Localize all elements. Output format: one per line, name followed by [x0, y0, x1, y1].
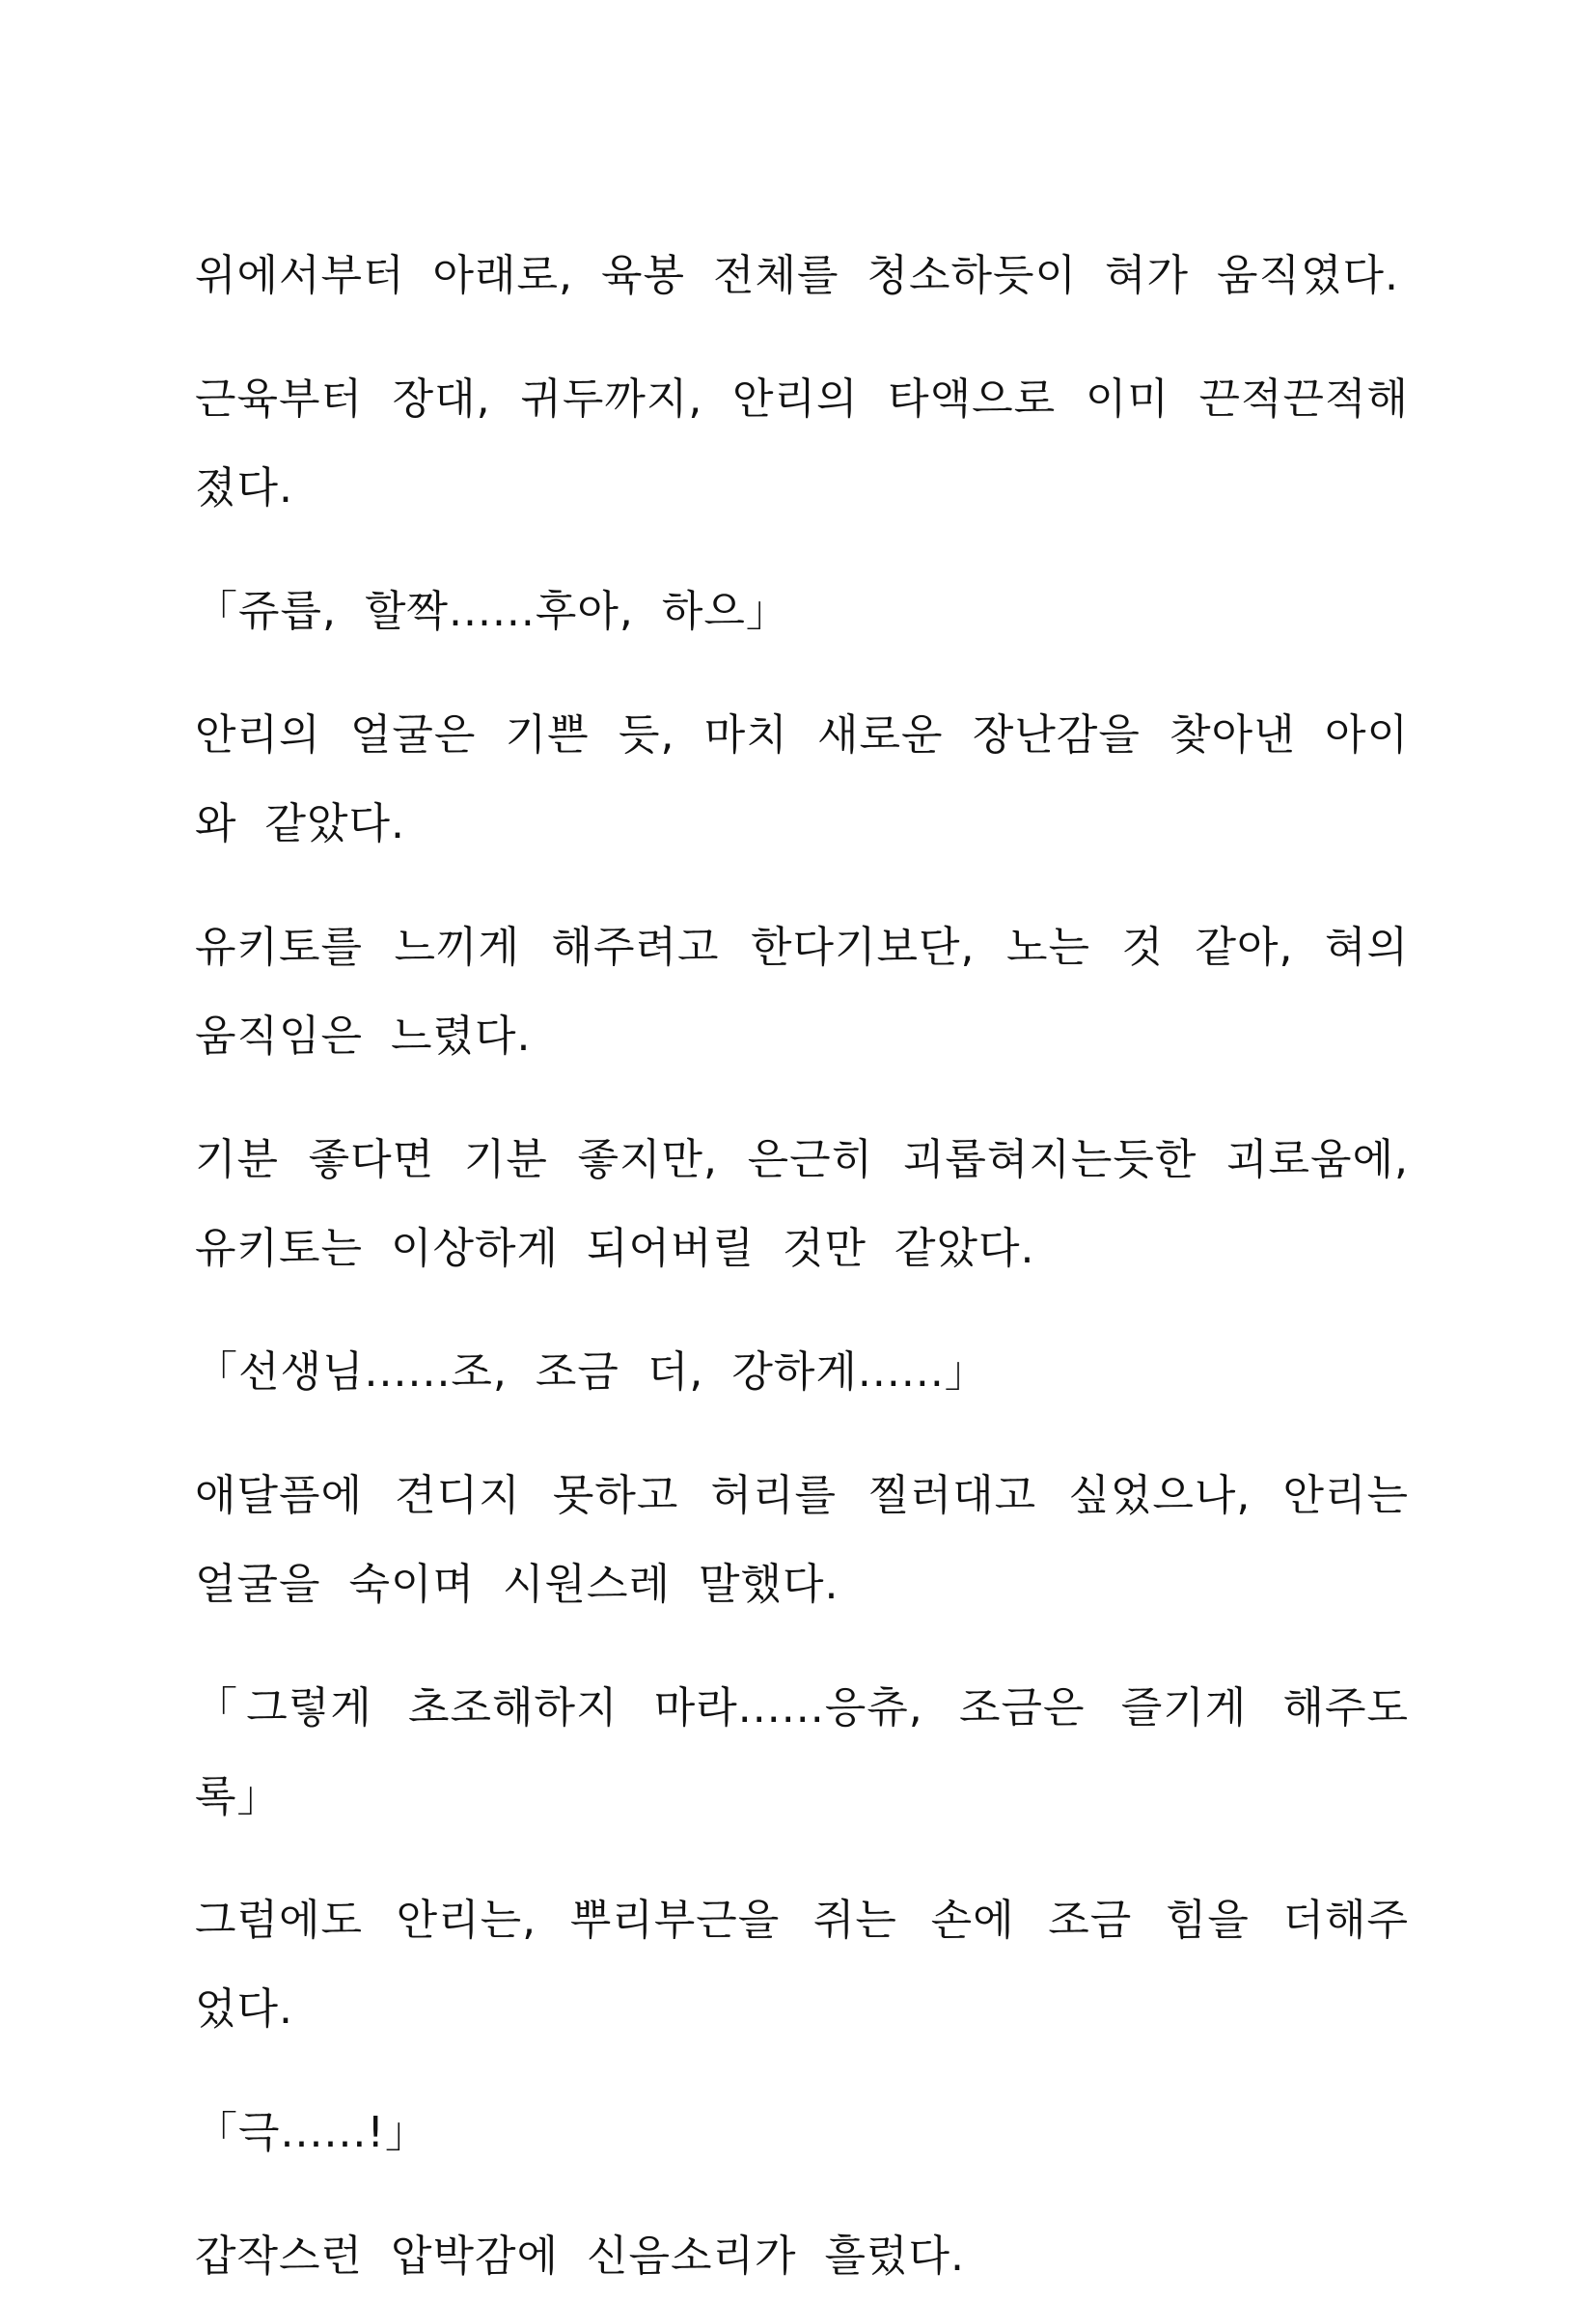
- dialogue-line: 「그렇게 초조해하지 마라......응츄, 조금은 즐기게 해주도록」: [195, 1683, 1409, 1821]
- dialogue-line: 「선생님......조, 조금 더, 강하게......」: [195, 1347, 988, 1397]
- paragraph: 기분 좋다면 기분 좋지만, 은근히 괴롭혀지는듯한 괴로움에, 유키토는 이상하게 되어버릴 것만 같았다.: [195, 1135, 1409, 1273]
- paragraph: 애달픔에 견디지 못하고 허리를 찔러대고 싶었으나, 안리는 얼굴을 숙이며 시원스레 말했다.: [195, 1471, 1409, 1609]
- paragraph: 갑작스런 압박감에 신음소리가 흘렀다.: [195, 2232, 966, 2281]
- document-body: [195, 232, 1409, 2301]
- paragraph: 근육부터 장대, 귀두까지, 안리의 타액으로 이미 끈적끈적해졌다.: [195, 374, 1409, 513]
- paragraph: 유키토를 느끼게 해주려고 한다기보단, 노는 것 같아, 혀의 움직임은 느렸다.: [195, 923, 1409, 1061]
- paragraph: 위에서부터 아래로, 육봉 전체를 청소하듯이 혀가 움직였다.: [195, 251, 1399, 300]
- paragraph: 안리의 얼굴은 기쁜 듯, 마치 새로운 장난감을 찾아낸 아이와 같았다.: [195, 710, 1409, 848]
- dialogue-line: 「쥬릅, 할짝......후아, 하으」: [195, 587, 789, 636]
- paragraph: 그럼에도 안리는, 뿌리부근을 쥐는 손에 조금 힘을 더해주었다.: [195, 1896, 1409, 2034]
- dialogue-line: 「극......!」: [195, 2108, 429, 2157]
